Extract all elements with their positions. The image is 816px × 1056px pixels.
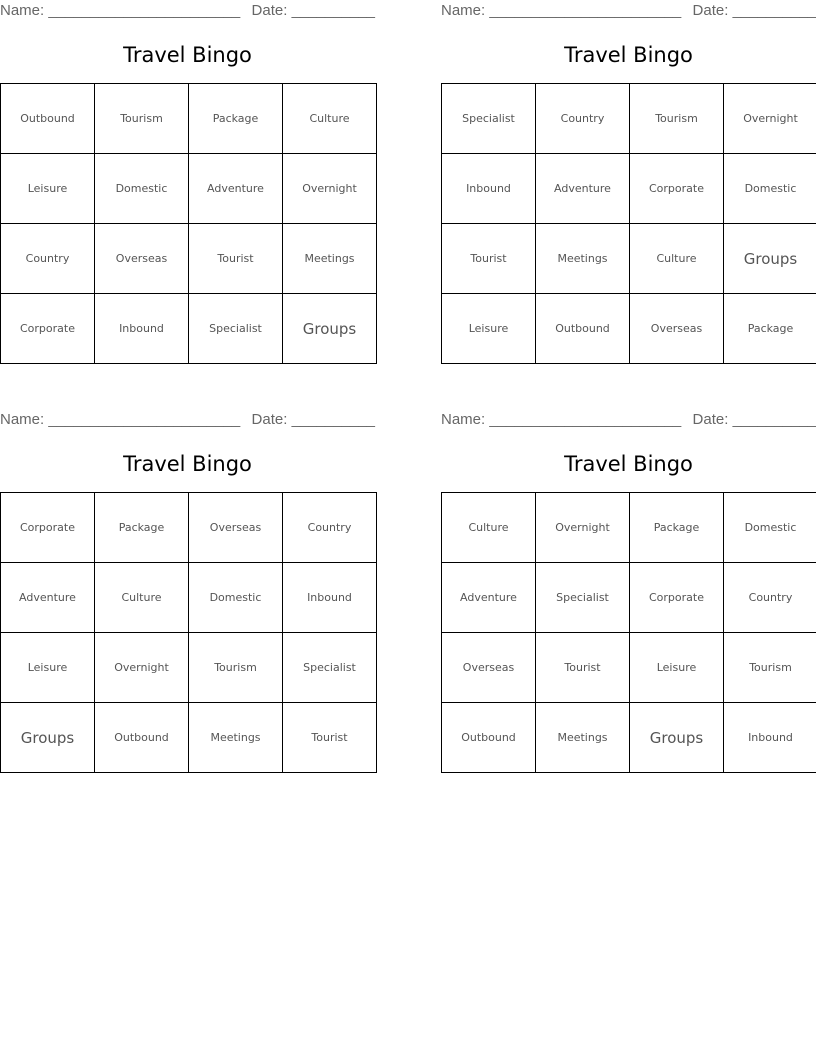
bingo-cell[interactable]: Corporate: [1, 493, 95, 563]
bingo-cell[interactable]: Package: [630, 493, 724, 563]
bingo-cell[interactable]: Outbound: [1, 84, 95, 154]
bingo-cell[interactable]: Overseas: [630, 294, 724, 364]
bingo-card: [441, 0, 816, 364]
bingo-cell[interactable]: Inbound: [442, 154, 536, 224]
date-field[interactable]: Date: __________: [692, 2, 816, 19]
bingo-cell[interactable]: Groups: [1, 703, 95, 773]
bingo-cell[interactable]: Specialist: [283, 633, 377, 703]
grid-row: [1, 154, 377, 224]
grid-row: [442, 703, 816, 773]
bingo-cell[interactable]: Corporate: [1, 294, 95, 364]
date-field[interactable]: Date: __________: [251, 411, 375, 428]
bingo-cell[interactable]: Tourism: [189, 633, 283, 703]
bingo-cell[interactable]: Leisure: [1, 154, 95, 224]
bingo-cell[interactable]: Overnight: [95, 633, 189, 703]
bingo-card: [0, 409, 375, 773]
grid-row: [442, 224, 816, 294]
card-title: Travel Bingo: [123, 452, 252, 476]
bingo-cell[interactable]: Adventure: [189, 154, 283, 224]
bingo-card: [441, 409, 816, 773]
grid-row: [1, 493, 377, 563]
bingo-cell[interactable]: Specialist: [442, 84, 536, 154]
bingo-cell[interactable]: Inbound: [724, 703, 816, 773]
bingo-cell[interactable]: Adventure: [1, 563, 95, 633]
bingo-grid: [0, 492, 377, 773]
bingo-cell[interactable]: Specialist: [189, 294, 283, 364]
bingo-cell[interactable]: Specialist: [536, 563, 630, 633]
bingo-cell[interactable]: Country: [536, 84, 630, 154]
bingo-cell[interactable]: Groups: [283, 294, 377, 364]
grid-row: [1, 633, 377, 703]
bingo-cell[interactable]: Package: [724, 294, 816, 364]
bingo-cell[interactable]: Meetings: [189, 703, 283, 773]
card-title: Travel Bingo: [564, 43, 693, 67]
bingo-cell[interactable]: Tourism: [630, 84, 724, 154]
grid-row: [442, 633, 816, 703]
name-field[interactable]: Name: _______________________: [0, 411, 241, 428]
grid-row: [1, 84, 377, 154]
date-field[interactable]: Date: __________: [251, 2, 375, 19]
bingo-cell[interactable]: Inbound: [283, 563, 377, 633]
bingo-cell[interactable]: Tourist: [189, 224, 283, 294]
grid-row: [442, 84, 816, 154]
bingo-cell[interactable]: Corporate: [630, 154, 724, 224]
bingo-cell[interactable]: Overnight: [724, 84, 816, 154]
grid-row: [442, 493, 816, 563]
name-field[interactable]: Name: _______________________: [0, 2, 241, 19]
bingo-cell[interactable]: Culture: [283, 84, 377, 154]
bingo-cell[interactable]: Overseas: [442, 633, 536, 703]
bingo-cell[interactable]: Inbound: [95, 294, 189, 364]
bingo-cell[interactable]: Leisure: [442, 294, 536, 364]
bingo-cell[interactable]: Adventure: [442, 563, 536, 633]
bingo-cell[interactable]: Groups: [724, 224, 816, 294]
bingo-cell[interactable]: Groups: [630, 703, 724, 773]
bingo-cell[interactable]: Tourism: [95, 84, 189, 154]
bingo-cell[interactable]: Adventure: [536, 154, 630, 224]
card-title: Travel Bingo: [123, 43, 252, 67]
name-field[interactable]: Name: _______________________: [441, 411, 682, 428]
bingo-cell[interactable]: Outbound: [442, 703, 536, 773]
bingo-cell[interactable]: Overnight: [536, 493, 630, 563]
bingo-cell[interactable]: Leisure: [630, 633, 724, 703]
card-title: Travel Bingo: [564, 452, 693, 476]
bingo-cell[interactable]: Domestic: [95, 154, 189, 224]
bingo-grid: [441, 83, 816, 364]
bingo-grid: [441, 492, 816, 773]
bingo-cell[interactable]: Meetings: [536, 703, 630, 773]
bingo-cell[interactable]: Overnight: [283, 154, 377, 224]
bingo-cell[interactable]: Domestic: [724, 493, 816, 563]
grid-row: [442, 154, 816, 224]
bingo-cell[interactable]: Package: [189, 84, 283, 154]
name-field[interactable]: Name: _______________________: [441, 2, 682, 19]
bingo-cell[interactable]: Domestic: [724, 154, 816, 224]
bingo-cell[interactable]: Outbound: [95, 703, 189, 773]
bingo-cell[interactable]: Overseas: [95, 224, 189, 294]
bingo-cell[interactable]: Culture: [630, 224, 724, 294]
bingo-cell[interactable]: Domestic: [189, 563, 283, 633]
grid-row: [442, 563, 816, 633]
bingo-cell[interactable]: Package: [95, 493, 189, 563]
date-field[interactable]: Date: __________: [692, 411, 816, 428]
grid-row: [1, 294, 377, 364]
bingo-cell[interactable]: Tourist: [536, 633, 630, 703]
grid-row: [1, 563, 377, 633]
bingo-cell[interactable]: Meetings: [283, 224, 377, 294]
bingo-grid: [0, 83, 377, 364]
bingo-cell[interactable]: Outbound: [536, 294, 630, 364]
bingo-cell[interactable]: Country: [1, 224, 95, 294]
bingo-cell[interactable]: Country: [283, 493, 377, 563]
bingo-cell[interactable]: Tourist: [442, 224, 536, 294]
bingo-cell[interactable]: Tourist: [283, 703, 377, 773]
grid-row: [1, 224, 377, 294]
grid-row: [442, 294, 816, 364]
bingo-cell[interactable]: Overseas: [189, 493, 283, 563]
bingo-cell[interactable]: Meetings: [536, 224, 630, 294]
bingo-cell[interactable]: Corporate: [630, 563, 724, 633]
bingo-cell[interactable]: Culture: [95, 563, 189, 633]
bingo-card: [0, 0, 375, 364]
bingo-cell[interactable]: Country: [724, 563, 816, 633]
bingo-cell[interactable]: Leisure: [1, 633, 95, 703]
bingo-cell[interactable]: Culture: [442, 493, 536, 563]
bingo-cell[interactable]: Tourism: [724, 633, 816, 703]
grid-row: [1, 703, 377, 773]
